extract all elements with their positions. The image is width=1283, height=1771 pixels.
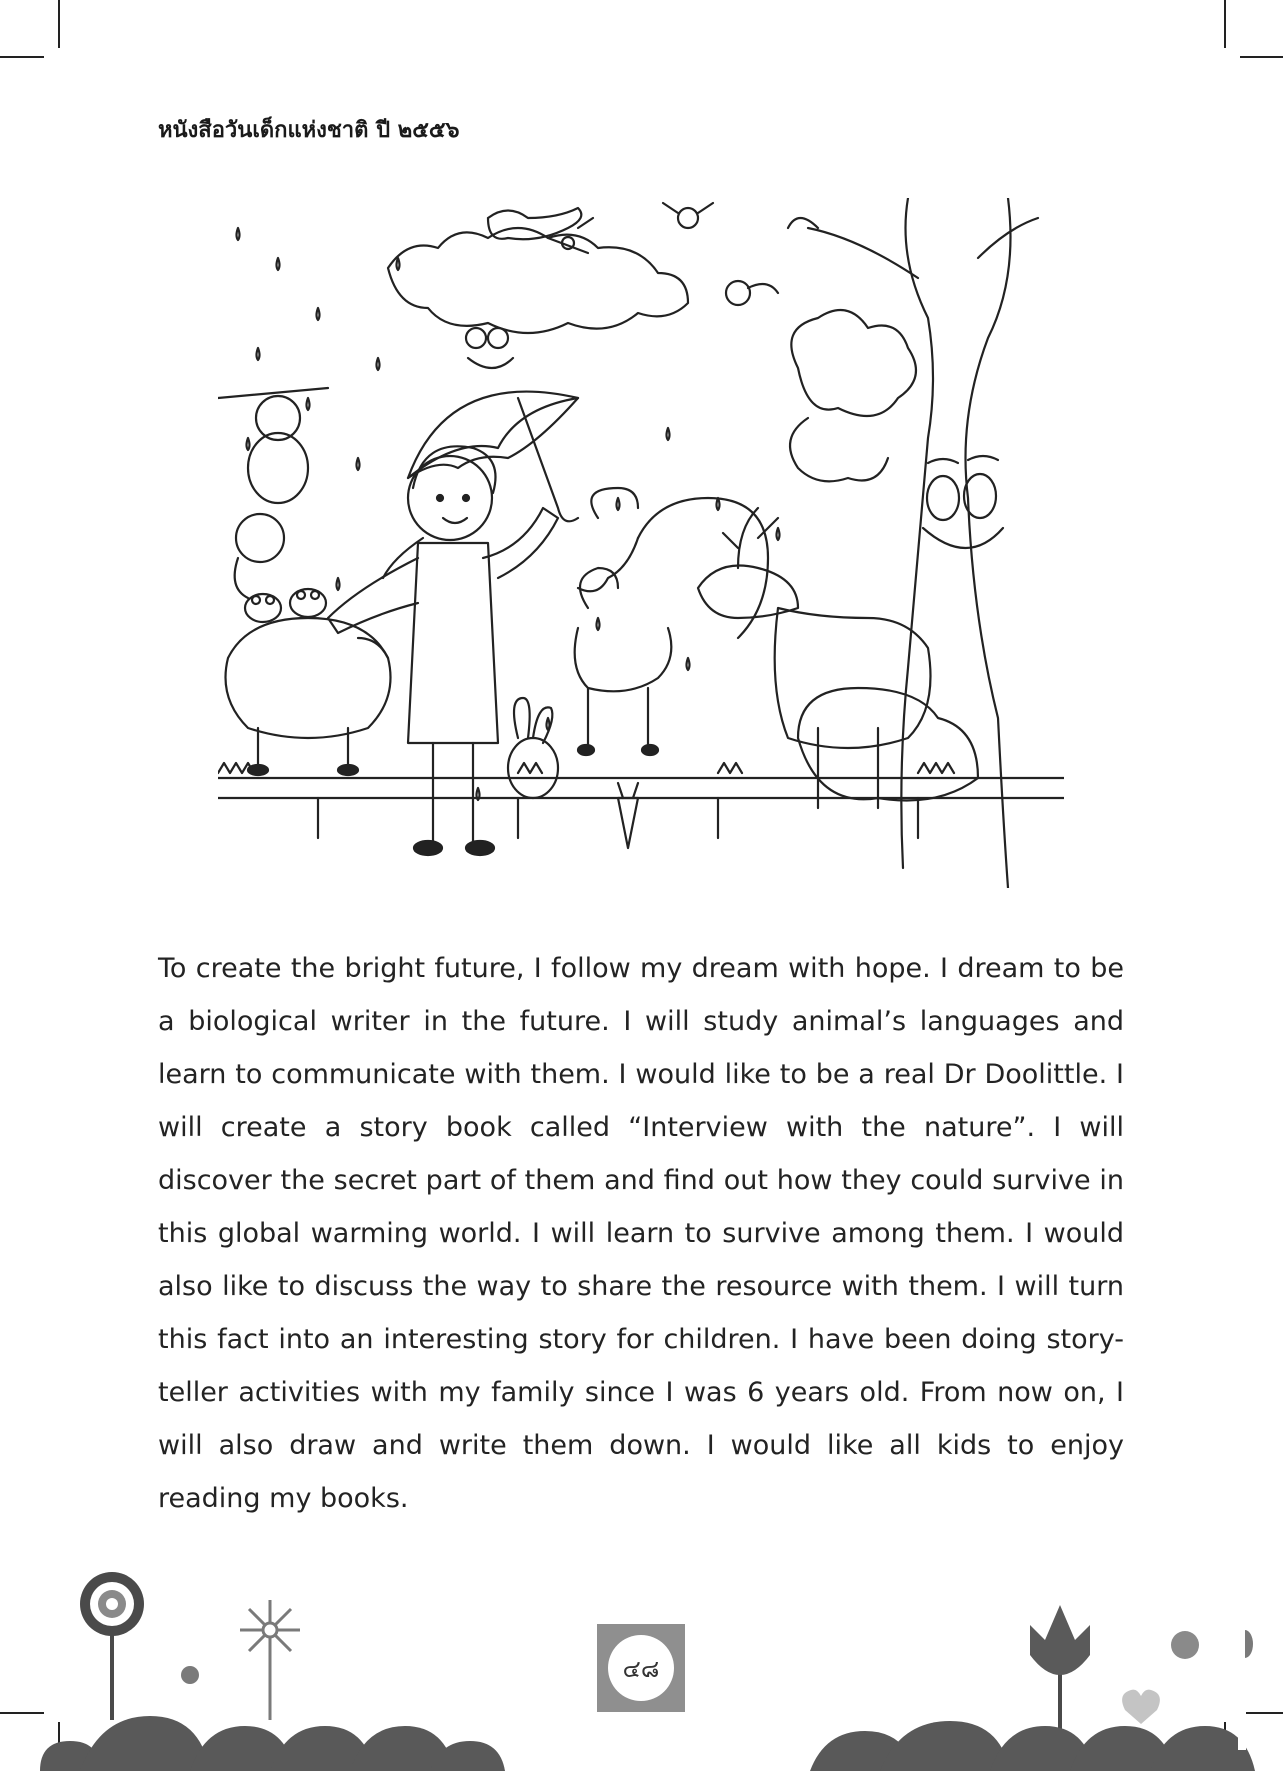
daisy-icon [240,1600,300,1720]
crop-mark [1224,0,1226,48]
crop-mark [58,0,60,48]
illustration [218,198,1064,888]
page-number: ๔๘ [608,1635,674,1701]
tulip-icon [1030,1605,1090,1730]
crop-mark [0,56,44,58]
page-header: หนังสือวันเด็กแห่งชาติ ปี ๒๕๕๖ [158,117,460,143]
body-paragraph: To create the bright future, I follow my dream with hope. I dream to be a biological writer in the future. I will study animal’s languages and learn to communicate with them. I would like to be a real Dr Doolittle. I will create a story book called “Interview with the nature”. I will discover the secret part of them and find out how they could survive in this global warming world. I will learn to survive among them. I would also like to discuss the way to share the resource with them. I will turn this fact into an interesting story for children. I have been doing story-teller activities with my family since I was 6 years old. From now on, I will also draw and write them down. I would like all kids to enjoy reading my books. [158,953,1124,1514]
sunflower-icon [80,1572,144,1720]
page-number-box [597,1624,685,1712]
crop-mark [1240,56,1283,58]
rain-drops-icon [237,228,780,800]
